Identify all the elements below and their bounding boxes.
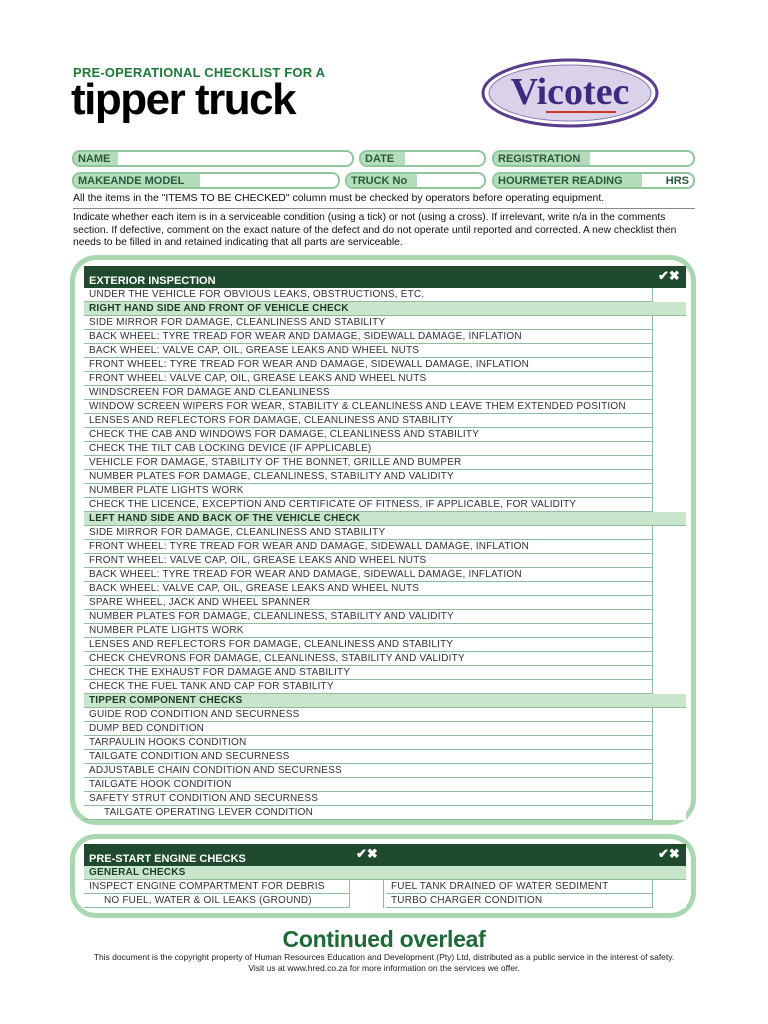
checklist-row xyxy=(84,582,686,596)
checklist-item-label: CHECK THE TILT CAB LOCKING DEVICE (IF APPLICABLE) xyxy=(89,443,372,454)
checklist-item-label: TAILGATE CONDITION AND SECURNESS xyxy=(89,751,290,762)
section-header-row xyxy=(84,512,686,526)
checklist-row xyxy=(84,540,686,554)
checklist-row xyxy=(84,372,686,386)
checklist-check-box[interactable] xyxy=(652,540,686,554)
visit-line: Visit us at www.hred.co.za for more information on the services we offer. xyxy=(248,962,520,973)
tick-cross-icon: ✔✖ xyxy=(652,266,686,288)
checklist-item-label: GUIDE ROD CONDITION AND SECURNESS xyxy=(89,709,300,720)
exterior-header-label: EXTERIOR INSPECTION xyxy=(89,275,216,287)
date-field[interactable] xyxy=(359,150,486,167)
checklist-check-box[interactable] xyxy=(652,526,686,540)
checklist-item-label: TARPAULIN HOOKS CONDITION xyxy=(89,737,247,748)
divider xyxy=(73,208,695,209)
checklist-row xyxy=(84,778,686,792)
checklist-check-box[interactable] xyxy=(652,764,686,778)
checklist-check-box[interactable] xyxy=(652,428,686,442)
checklist-check-box[interactable] xyxy=(652,470,686,484)
checklist-item-label: CHECK CHEVRONS FOR DAMAGE, CLEANLINESS, STABILITY AND VALIDITY xyxy=(89,653,465,664)
checklist-item-label: BACK WHEEL: TYRE TREAD FOR WEAR AND DAMAGE, SIDEWALL DAMAGE, INFLATION xyxy=(89,331,522,342)
checklist-row xyxy=(84,638,686,652)
checklist-check-box[interactable] xyxy=(652,288,686,302)
checklist-item-label: FRONT WHEEL: VALVE CAP, OIL, GREASE LEAKS AND WHEEL NUTS xyxy=(89,373,427,384)
checklist-item-label: TAILGATE HOOK CONDITION xyxy=(89,779,232,790)
engine-check-label: NO FUEL, WATER & OIL LEAKS (GROUND) xyxy=(104,895,312,906)
checklist-row xyxy=(84,316,686,330)
name-label: NAME xyxy=(74,152,118,165)
checklist-row xyxy=(84,400,686,414)
general-checks-label: GENERAL CHECKS xyxy=(89,867,186,878)
logo-text: Vicotec xyxy=(510,71,630,113)
checklist-item-label: BACK WHEEL: VALVE CAP, OIL, GREASE LEAKS AND WHEEL NUTS xyxy=(89,583,420,594)
checklist-check-box[interactable] xyxy=(652,400,686,414)
checklist-check-box[interactable] xyxy=(652,610,686,624)
checklist-item-label: FRONT WHEEL: VALVE CAP, OIL, GREASE LEAKS AND WHEEL NUTS xyxy=(89,555,427,566)
checklist-row xyxy=(84,554,686,568)
checklist-check-box[interactable] xyxy=(652,372,686,386)
checklist-row xyxy=(84,596,686,610)
checklist-item-label: LENSES AND REFLECTORS FOR DAMAGE, CLEANLINESS AND STABILITY xyxy=(89,415,454,426)
checklist-item-label: SIDE MIRROR FOR DAMAGE, CLEANLINESS AND STABILITY xyxy=(89,317,386,328)
checklist-check-box[interactable] xyxy=(652,316,686,330)
checklist-row xyxy=(84,484,686,498)
engine-check-box[interactable] xyxy=(652,880,686,894)
engine-check-label: TURBO CHARGER CONDITION xyxy=(391,895,543,906)
checklist-check-box[interactable] xyxy=(652,708,686,722)
checklist-check-box[interactable] xyxy=(652,638,686,652)
instructions-paragraph: Indicate whether each item is in a serviceable condition (using a tick) or not (using a cross). If irrelevant, write n/a in the comments section. If defective, comment on the exact nature of the defect and do not operate until reported and corrected. A new checklist then needs to be filled in and retained indicating that all parts are serviceable. xyxy=(73,212,677,248)
checklist-check-box[interactable] xyxy=(652,484,686,498)
checklist-item-label: SPARE WHEEL, JACK AND WHEEL SPANNER xyxy=(89,597,311,608)
checklist-check-box[interactable] xyxy=(652,624,686,638)
engine-table xyxy=(84,844,686,910)
checklist-row xyxy=(84,428,686,442)
checklist-item-label: CHECK THE CAB AND WINDOWS FOR DAMAGE, CLEANLINESS AND STABILITY xyxy=(89,429,480,440)
checklist-row xyxy=(84,288,686,302)
engine-check-row xyxy=(386,880,686,894)
checklist-check-box[interactable] xyxy=(652,330,686,344)
checklist-item-label: NUMBER PLATE LIGHTS WORK xyxy=(89,485,244,496)
checklist-item-label: TAILGATE OPERATING LEVER CONDITION xyxy=(104,807,314,818)
checklist-row xyxy=(84,386,686,400)
hrs-unit: HRS xyxy=(665,175,689,187)
engine-check-row xyxy=(386,894,686,908)
checklist-item-label: CHECK THE EXHAUST FOR DAMAGE AND STABILITY xyxy=(89,667,351,678)
checklist-row xyxy=(84,764,686,778)
engine-check-box[interactable] xyxy=(652,894,686,908)
truck-no-label: TRUCK No xyxy=(347,174,417,187)
checklist-row xyxy=(84,708,686,722)
checklist-item-label: BACK WHEEL: VALVE CAP, OIL, GREASE LEAKS AND WHEEL NUTS xyxy=(89,345,420,356)
tick-cross-icon-right: ✔✖ xyxy=(652,844,686,866)
name-field[interactable] xyxy=(72,150,354,167)
checklist-check-box[interactable] xyxy=(652,498,686,512)
checklist-row xyxy=(84,568,686,582)
checklist-item-label: FRONT WHEEL: TYRE TREAD FOR WEAR AND DAMAGE, SIDEWALL DAMAGE, INFLATION xyxy=(89,541,530,552)
checklist-item-label: NUMBER PLATES FOR DAMAGE, CLEANLINESS, STABILITY AND VALIDITY xyxy=(89,611,454,622)
checklist-item-label: NUMBER PLATES FOR DAMAGE, CLEANLINESS, STABILITY AND VALIDITY xyxy=(89,471,454,482)
section-header-row xyxy=(84,302,686,316)
checklist-row xyxy=(84,330,686,344)
checklist-item-label: DUMP BED CONDITION xyxy=(89,723,205,734)
checklist-item-label: SAFETY STRUT CONDITION AND SECURNESS xyxy=(89,793,319,804)
exterior-header xyxy=(84,266,686,288)
checklist-row xyxy=(84,792,686,806)
tick-cross-icon-left: ✔✖ xyxy=(350,844,384,866)
checklist-item-label: WINDSCREEN FOR DAMAGE AND CLEANLINESS xyxy=(89,387,330,398)
checklist-item-label: LENSES AND REFLECTORS FOR DAMAGE, CLEANLINESS AND STABILITY xyxy=(89,639,454,650)
hourmeter-label: HOURMETER READING xyxy=(494,174,642,187)
checklist-row xyxy=(84,470,686,484)
checklist-item-label: SIDE MIRROR FOR DAMAGE, CLEANLINESS AND STABILITY xyxy=(89,527,386,538)
checklist-check-box[interactable] xyxy=(652,778,686,792)
checklist-check-box[interactable] xyxy=(652,344,686,358)
checklist-row xyxy=(84,722,686,736)
checklist-item-label: NUMBER PLATE LIGHTS WORK xyxy=(89,625,244,636)
checklist-check-box[interactable] xyxy=(652,582,686,596)
checklist-row xyxy=(84,750,686,764)
checklist-item-label: FRONT WHEEL: TYRE TREAD FOR WEAR AND DAMAGE, SIDEWALL DAMAGE, INFLATION xyxy=(89,359,530,370)
checklist-check-box[interactable] xyxy=(652,680,686,694)
checklist-row xyxy=(84,414,686,428)
checklist-row xyxy=(84,498,686,512)
copyright-notice xyxy=(0,952,768,973)
checklist-check-box[interactable] xyxy=(652,652,686,666)
checklist-row xyxy=(84,666,686,680)
checklist-row xyxy=(84,344,686,358)
general-checks-row xyxy=(84,866,686,880)
checklist-check-box[interactable] xyxy=(652,568,686,582)
checklist-row xyxy=(84,526,686,540)
vicotec-logo xyxy=(480,58,660,128)
checklist-row xyxy=(84,680,686,694)
checklist-check-box[interactable] xyxy=(652,554,686,568)
engine-header-label: PRE-START ENGINE CHECKS xyxy=(89,853,246,865)
operator-note: All the items in the "ITEMS TO BE CHECKED" column must be checked by operators before operating equipment. xyxy=(73,192,605,204)
checklist-check-box[interactable] xyxy=(652,806,686,820)
checklist-row xyxy=(84,610,686,624)
engine-check-row xyxy=(84,880,384,894)
hourmeter-field[interactable] xyxy=(492,172,695,189)
checklist-item-label: VEHICLE FOR DAMAGE, STABILITY OF THE BONNET, GRILLE AND BUMPER xyxy=(89,457,462,468)
copyright-line: This document is the copyright property of Human Resources Education and Development (Pty) Ltd, distributed as a public service in the interest of safety. xyxy=(93,952,675,962)
checklist-check-box[interactable] xyxy=(652,736,686,750)
checklist-check-box[interactable] xyxy=(652,596,686,610)
checklist-check-box[interactable] xyxy=(652,722,686,736)
checklist-check-box[interactable] xyxy=(652,414,686,428)
date-label: DATE xyxy=(361,152,405,165)
checklist-item-label: CHECK THE LICENCE, EXCEPTION AND CERTIFICATE OF FITNESS, IF APPLICABLE, FOR VALIDITY xyxy=(89,499,577,510)
section-header-label: RIGHT HAND SIDE AND FRONT OF VEHICLE CHECK xyxy=(89,303,349,314)
checklist-row xyxy=(84,456,686,470)
checklist-row xyxy=(84,736,686,750)
checklist-row xyxy=(84,624,686,638)
make-model-field[interactable] xyxy=(72,172,340,189)
engine-header xyxy=(84,844,686,866)
checklist-check-box[interactable] xyxy=(652,666,686,680)
checklist-row xyxy=(84,652,686,666)
engine-check-row xyxy=(84,894,384,908)
document-title: tipper truck xyxy=(71,75,296,124)
checklist-check-box[interactable] xyxy=(652,442,686,456)
registration-field[interactable] xyxy=(492,150,695,167)
truck-no-field[interactable] xyxy=(345,172,486,189)
checklist-check-box[interactable] xyxy=(652,358,686,372)
checklist-item-label: ADJUSTABLE CHAIN CONDITION AND SECURNESS xyxy=(89,765,342,776)
checklist-item-label: CHECK THE FUEL TANK AND CAP FOR STABILITY xyxy=(89,681,334,692)
checklist-item-label: UNDER THE VEHICLE FOR OBVIOUS LEAKS, OBSTRUCTIONS, ETC. xyxy=(89,289,425,300)
engine-check-label: INSPECT ENGINE COMPARTMENT FOR DEBRIS xyxy=(89,881,325,892)
checklist-row xyxy=(84,806,686,820)
section-header-row xyxy=(84,694,686,708)
section-header-label: TIPPER COMPONENT CHECKS xyxy=(89,695,243,706)
make-model-label: MAKEANDE MODEL xyxy=(74,174,200,187)
engine-check-box[interactable] xyxy=(349,894,383,908)
checklist-check-box[interactable] xyxy=(652,750,686,764)
checklist-check-box[interactable] xyxy=(652,386,686,400)
checklist-item-label: BACK WHEEL: TYRE TREAD FOR WEAR AND DAMAGE, SIDEWALL DAMAGE, INFLATION xyxy=(89,569,522,580)
document-subtitle: PRE-OPERATIONAL CHECKLIST FOR A xyxy=(73,65,326,80)
checklist-check-box[interactable] xyxy=(652,456,686,470)
checklist-row xyxy=(84,358,686,372)
engine-check-box[interactable] xyxy=(349,880,383,894)
section-header-label: LEFT HAND SIDE AND BACK OF THE VEHICLE CHECK xyxy=(89,513,361,524)
checklist-row xyxy=(84,442,686,456)
registration-label: REGISTRATION xyxy=(494,152,590,165)
engine-check-label: FUEL TANK DRAINED OF WATER SEDIMENT xyxy=(391,881,609,892)
checklist-check-box[interactable] xyxy=(652,792,686,806)
checklist-item-label: WINDOW SCREEN WIPERS FOR WEAR, STABILITY & CLEANLINESS AND LEAVE THEM EXTENDED POSITION xyxy=(89,401,626,412)
continued-overleaf: Continued overleaf xyxy=(282,926,486,952)
